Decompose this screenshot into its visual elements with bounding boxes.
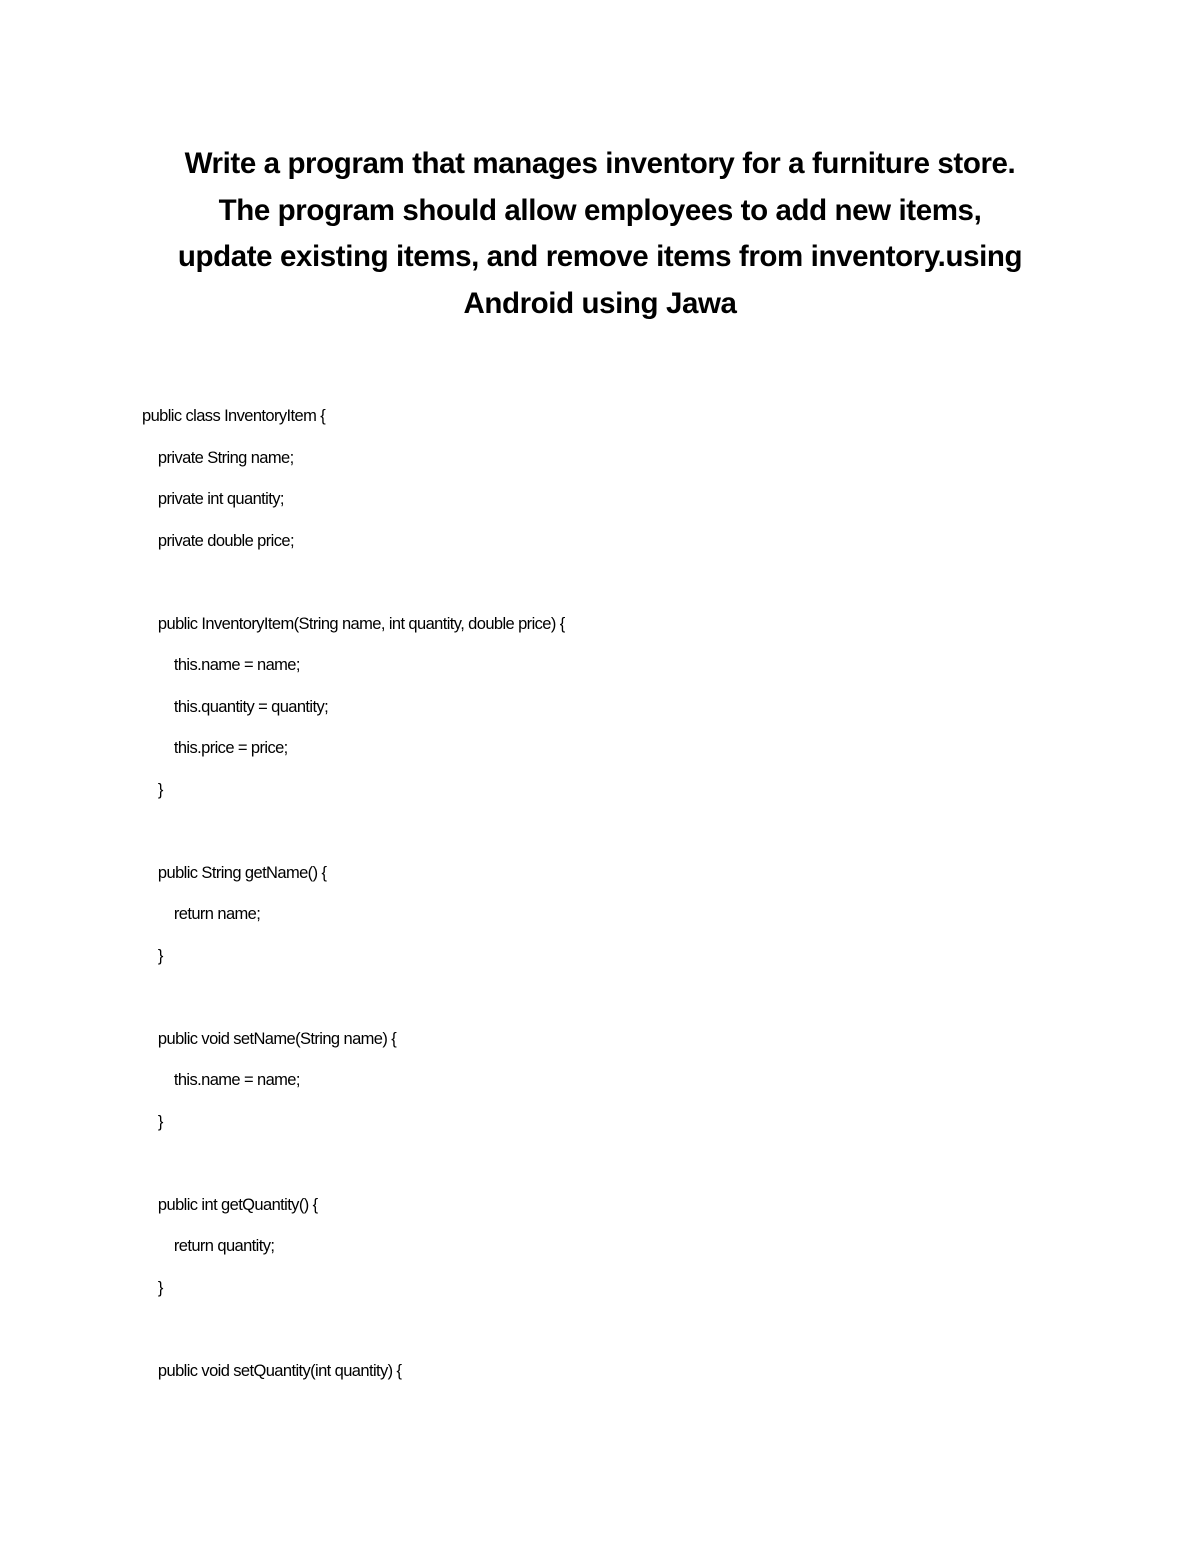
code-block xyxy=(142,396,1042,1392)
code-line xyxy=(142,562,1042,604)
code-line: private String name; xyxy=(142,448,294,467)
code-line: this.name = name; xyxy=(142,656,300,674)
code-line: this.price = price; xyxy=(142,739,288,757)
code-line: } xyxy=(142,780,163,799)
code-line: return name; xyxy=(142,905,261,923)
code-line: public void setName(String name) { xyxy=(142,1029,397,1048)
code-line: return quantity; xyxy=(142,1237,275,1255)
code-line xyxy=(142,811,1042,853)
code-line: public String getName() { xyxy=(142,863,327,882)
code-line: this.name = name; xyxy=(142,1071,300,1089)
code-line: private double price; xyxy=(142,531,294,550)
code-line: public int getQuantity() { xyxy=(142,1195,318,1214)
code-line: public void setQuantity(int quantity) { xyxy=(142,1361,402,1380)
code-line: } xyxy=(142,1112,163,1131)
code-line: public class InventoryItem { xyxy=(142,407,326,425)
code-line: private int quantity; xyxy=(142,490,284,508)
code-line: public InventoryItem(String name, int quantity, double price) { xyxy=(142,614,565,633)
code-line: } xyxy=(142,946,163,965)
title-line: Write a program that manages inventory for a furniture store. xyxy=(184,147,1016,180)
title-line: update existing items, and remove items from inventory.using xyxy=(177,240,1023,273)
code-line xyxy=(142,977,1042,1019)
code-line: this.quantity = quantity; xyxy=(142,697,329,716)
title-line: Android using Jawa xyxy=(463,286,737,320)
title-line: The program should allow employees to add new items, xyxy=(218,193,982,227)
code-line: } xyxy=(142,1278,163,1297)
code-line xyxy=(142,1143,1042,1185)
code-line xyxy=(142,1309,1042,1351)
document-title xyxy=(100,141,1100,327)
